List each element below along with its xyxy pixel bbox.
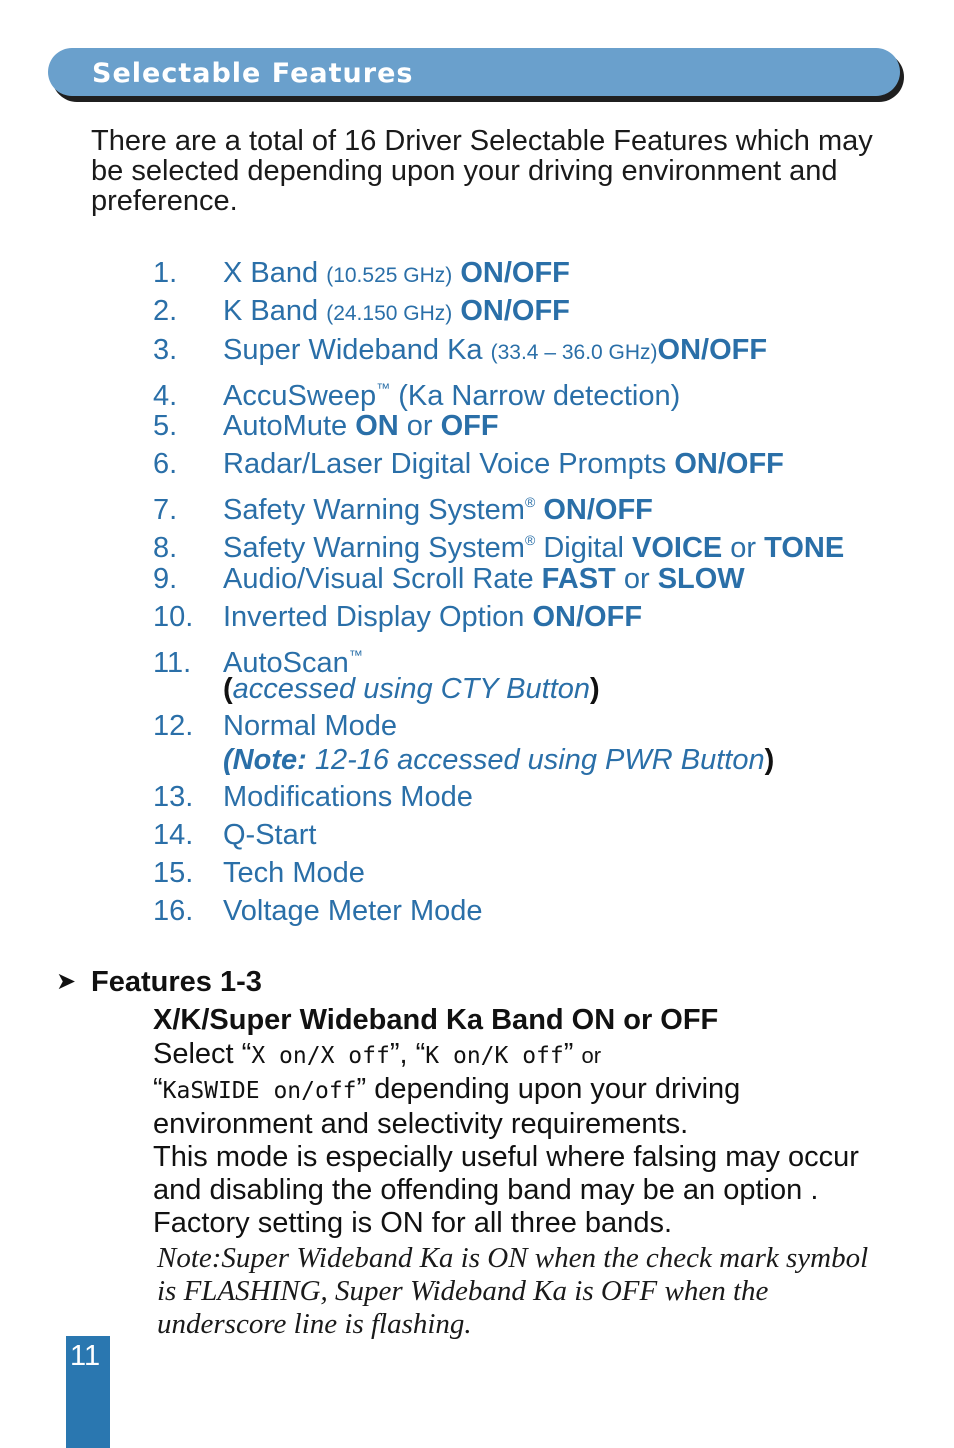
trademark-mark: ™ xyxy=(376,380,391,396)
quote-close: ”, xyxy=(389,1038,408,1070)
or-word: or xyxy=(581,1043,602,1068)
quote-close: ” xyxy=(356,1073,367,1105)
paren-open: ( xyxy=(223,744,233,776)
item-number: 12. xyxy=(153,710,194,742)
list-item xyxy=(153,818,913,852)
item-detail: (Ka Narrow detection) xyxy=(398,380,681,412)
list-item xyxy=(153,485,913,527)
item-option: ON/OFF xyxy=(460,295,570,327)
item-option: ON/OFF xyxy=(674,448,784,480)
list-item xyxy=(153,709,913,743)
item-number: 2. xyxy=(153,295,178,327)
item-note: 12-16 accessed using PWR Button xyxy=(314,744,765,776)
item-name: AutoMute xyxy=(223,410,348,442)
list-item xyxy=(153,523,913,565)
quote-close: ” xyxy=(563,1038,574,1070)
item-option: ON xyxy=(355,410,399,442)
item-option: ON/OFF xyxy=(543,494,653,526)
item-note: accessed using CTY Button xyxy=(232,673,591,705)
item-name: Q-Start xyxy=(223,819,317,851)
item-connector: or xyxy=(730,532,757,564)
item-name: K Band xyxy=(223,295,319,327)
item-number: 16. xyxy=(153,895,194,927)
list-item xyxy=(153,371,913,413)
item-name: Voltage Meter Mode xyxy=(223,895,483,927)
item-option: ON/OFF xyxy=(460,257,570,289)
item-name: AutoScan xyxy=(223,647,349,679)
note-paragraph: Note:Super Wideband Ka is ON when the check mark symbol is FLASHING, Super Wideband Ka is OFF when the underscore line is flashing. xyxy=(157,1242,869,1340)
item-name: X Band xyxy=(223,257,319,289)
item-connector: Digital xyxy=(543,532,624,564)
intro-paragraph: There are a total of 16 Driver Selectable Features which may be selected depending upon your driving environment and preference. xyxy=(91,125,873,217)
section-subtitle: X/K/Super Wideband Ka Band ON or OFF xyxy=(153,1004,719,1036)
item-connector: or xyxy=(406,410,433,442)
item-number: 15. xyxy=(153,857,194,889)
item-name: Modifications Mode xyxy=(223,781,473,813)
item-connector: or xyxy=(623,563,650,595)
paragraph-falsing: This mode is especially useful where falsing may occur and disabling the offending band may be an option . xyxy=(153,1141,859,1206)
quote-open: “ xyxy=(241,1038,252,1070)
item-number: 3. xyxy=(153,334,178,366)
item-number: 13. xyxy=(153,781,194,813)
item-name: Radar/Laser Digital Voice Prompts xyxy=(223,448,667,480)
paren-open: ( xyxy=(223,673,233,705)
item-option: ON/OFF xyxy=(657,334,768,366)
registered-mark: ® xyxy=(524,532,536,548)
item-number: 5. xyxy=(153,410,178,442)
list-item xyxy=(153,600,913,634)
item-number: 1. xyxy=(153,257,178,289)
item-frequency: (10.525 GHz) xyxy=(326,264,453,287)
item-number: 8. xyxy=(153,532,178,564)
item-frequency: (24.150 GHz) xyxy=(326,302,453,325)
trademark-mark: ™ xyxy=(348,647,363,663)
list-item xyxy=(153,333,913,370)
item-number: 10. xyxy=(153,601,194,633)
paren-close: ) xyxy=(590,673,600,705)
list-item xyxy=(153,294,913,331)
item-option: ON/OFF xyxy=(532,601,643,633)
item-name: Inverted Display Option xyxy=(223,601,525,633)
item-name: Safety Warning System xyxy=(223,494,525,526)
item-name: Normal Mode xyxy=(223,710,398,742)
list-item xyxy=(153,562,913,596)
list-item xyxy=(153,856,913,890)
note-label: Note: xyxy=(232,744,307,776)
item-option: OFF xyxy=(440,410,499,442)
item-number: 14. xyxy=(153,819,194,851)
display-text-x: X on/X off xyxy=(251,1043,390,1069)
item-number: 4. xyxy=(153,380,178,412)
line-rest: depending upon your driving environment and selectivity requirements. xyxy=(153,1073,741,1140)
page-number: 11 xyxy=(70,1340,101,1372)
item-number: 7. xyxy=(153,494,178,526)
arrow-icon: ➤ xyxy=(56,967,77,995)
item-option: SLOW xyxy=(657,563,745,595)
item-name: Audio/Visual Scroll Rate xyxy=(223,563,534,595)
item-option: VOICE xyxy=(631,532,723,564)
list-item xyxy=(153,409,913,443)
select-line xyxy=(153,1038,893,1073)
registered-mark: ® xyxy=(524,494,536,510)
item-name: Safety Warning System xyxy=(223,532,525,564)
section-body xyxy=(153,1038,893,1240)
item-number: 11. xyxy=(153,647,192,679)
list-item xyxy=(153,780,913,814)
paren-close: ) xyxy=(764,744,775,776)
list-item-note xyxy=(223,743,774,777)
paragraph-factory-setting: Factory setting is ON for all three bands. xyxy=(153,1207,672,1239)
item-option: TONE xyxy=(764,532,845,564)
list-item-note xyxy=(223,672,600,706)
display-text-ka: KaSWIDE on/off xyxy=(162,1078,357,1104)
item-number: 9. xyxy=(153,563,178,595)
item-name: Super Wideband Ka xyxy=(223,334,483,366)
list-item xyxy=(153,256,913,293)
display-text-k: K on/K off xyxy=(425,1043,564,1069)
select-word: Select xyxy=(153,1038,234,1070)
item-frequency: (33.4 – 36.0 GHz) xyxy=(490,341,658,364)
quote-open: “ xyxy=(153,1073,163,1105)
list-item xyxy=(153,894,913,928)
item-number: 6. xyxy=(153,448,178,480)
item-name: Tech Mode xyxy=(223,857,365,889)
item-name: AccuSweep xyxy=(223,380,377,412)
item-option: FAST xyxy=(541,563,616,595)
ka-line xyxy=(153,1073,893,1141)
quote-open: “ xyxy=(415,1038,426,1070)
list-item xyxy=(153,447,913,481)
section-title: Features 1-3 xyxy=(91,966,262,998)
page-title: Selectable Features xyxy=(92,58,414,89)
